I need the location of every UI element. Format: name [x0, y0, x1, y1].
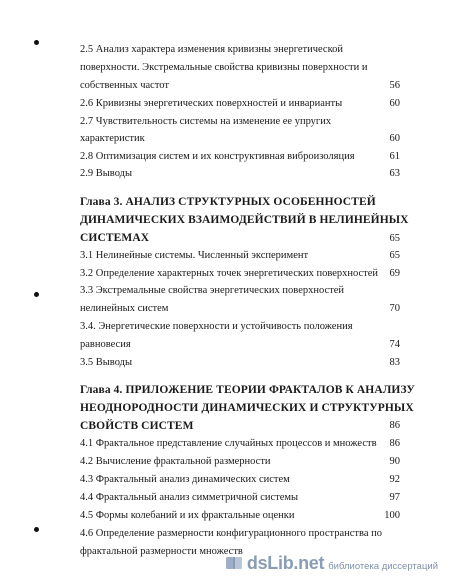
- toc-line: 4.2 Вычисление фрактальной размерности: [80, 456, 271, 467]
- toc-line: 3.5 Выводы: [80, 357, 133, 368]
- chapter-heading: СВОЙСТВ СИСТЕМ: [80, 420, 194, 432]
- chapter-heading: СИСТЕМАХ: [80, 232, 150, 244]
- chapter-heading: ДИНАМИЧЕСКИХ ВЗАИМОДЕЙСТВИЙ В НЕЛИНЕЙНЫХ: [80, 214, 409, 226]
- page-number: 90: [389, 456, 400, 467]
- toc-line: 2.8 Оптимизация систем и их конструктивная виброизоляция: [80, 151, 355, 162]
- page-number: 56: [389, 80, 400, 91]
- site-watermark[interactable]: [225, 549, 438, 577]
- toc-line: 3.2 Определение характерных точек энергетических поверхностей: [80, 268, 379, 279]
- chapter-heading: НЕОДНОРОДНОСТИ ДИНАМИЧЕСКИХ И СТРУКТУРНЫХ: [80, 402, 414, 414]
- page-number: 100: [384, 510, 400, 521]
- toc-line: 4.4 Фрактальный анализ симметричной системы: [80, 492, 299, 503]
- page-number: 86: [389, 438, 400, 449]
- book-icon: [225, 554, 243, 572]
- toc-line: 4.6 Определение размерности конфигурационного пространства по: [80, 528, 382, 539]
- chapter-heading: Глава 4. ПРИЛОЖЕНИЕ ТЕОРИИ ФРАКТАЛОВ К АНАЛИЗУ: [80, 384, 415, 396]
- page-number: 60: [389, 98, 400, 109]
- chapter-heading: Глава 3. АНАЛИЗ СТРУКТУРНЫХ ОСОБЕННОСТЕЙ: [80, 196, 376, 208]
- page-number: 65: [389, 250, 400, 261]
- binding-hole-3: [34, 527, 39, 532]
- toc-line: 3.3 Экстремальные свойства энергетических поверхностей: [80, 285, 345, 296]
- page-number: 70: [389, 303, 400, 314]
- toc-line: 2.5 Анализ характера изменения кривизны энергетической: [80, 44, 344, 55]
- watermark-subtitle: библиотека диссертаций: [328, 560, 438, 572]
- toc-line: 2.9 Выводы: [80, 168, 133, 179]
- toc-line: 4.5 Формы колебаний и их фрактальные оценки: [80, 510, 295, 521]
- page-number: 97: [389, 492, 400, 503]
- toc-line: 4.1 Фрактальное представление случайных процессов и множеств: [80, 438, 377, 449]
- toc-line: 2.7 Чувствительность системы на изменение ее упругих: [80, 116, 332, 127]
- toc-line: 3.4. Энергетические поверхности и устойчивость положения: [80, 321, 353, 332]
- toc-line: собственных частот: [80, 80, 169, 91]
- page-number: 69: [389, 268, 400, 279]
- page-number: 65: [389, 233, 400, 244]
- page-number: 83: [389, 357, 400, 368]
- binding-hole-1: [34, 40, 39, 45]
- toc-line: нелинейных систем: [80, 303, 169, 314]
- toc-line: 4.3 Фрактальный анализ динамических систем: [80, 474, 290, 485]
- watermark-brand: dsLib.net: [246, 552, 325, 573]
- page-number: 92: [389, 474, 400, 485]
- binding-hole-2: [34, 292, 39, 297]
- page-number: 74: [389, 339, 400, 350]
- toc-line: поверхности. Экстремальные свойства кривизны поверхности и: [80, 62, 368, 73]
- page-number: 86: [389, 420, 400, 431]
- page-number: 60: [389, 133, 400, 144]
- toc-line: 2.6 Кривизны энергетических поверхностей и инварианты: [80, 98, 343, 109]
- toc-line: характеристик: [80, 133, 145, 144]
- page-number: 61: [389, 151, 400, 162]
- toc-line: фрактальной размерности множеств: [80, 546, 243, 557]
- toc-line: равновесия: [80, 339, 131, 350]
- toc-line: 3.1 Нелинейные системы. Численный эксперимент: [80, 250, 309, 261]
- page-number: 63: [389, 168, 400, 179]
